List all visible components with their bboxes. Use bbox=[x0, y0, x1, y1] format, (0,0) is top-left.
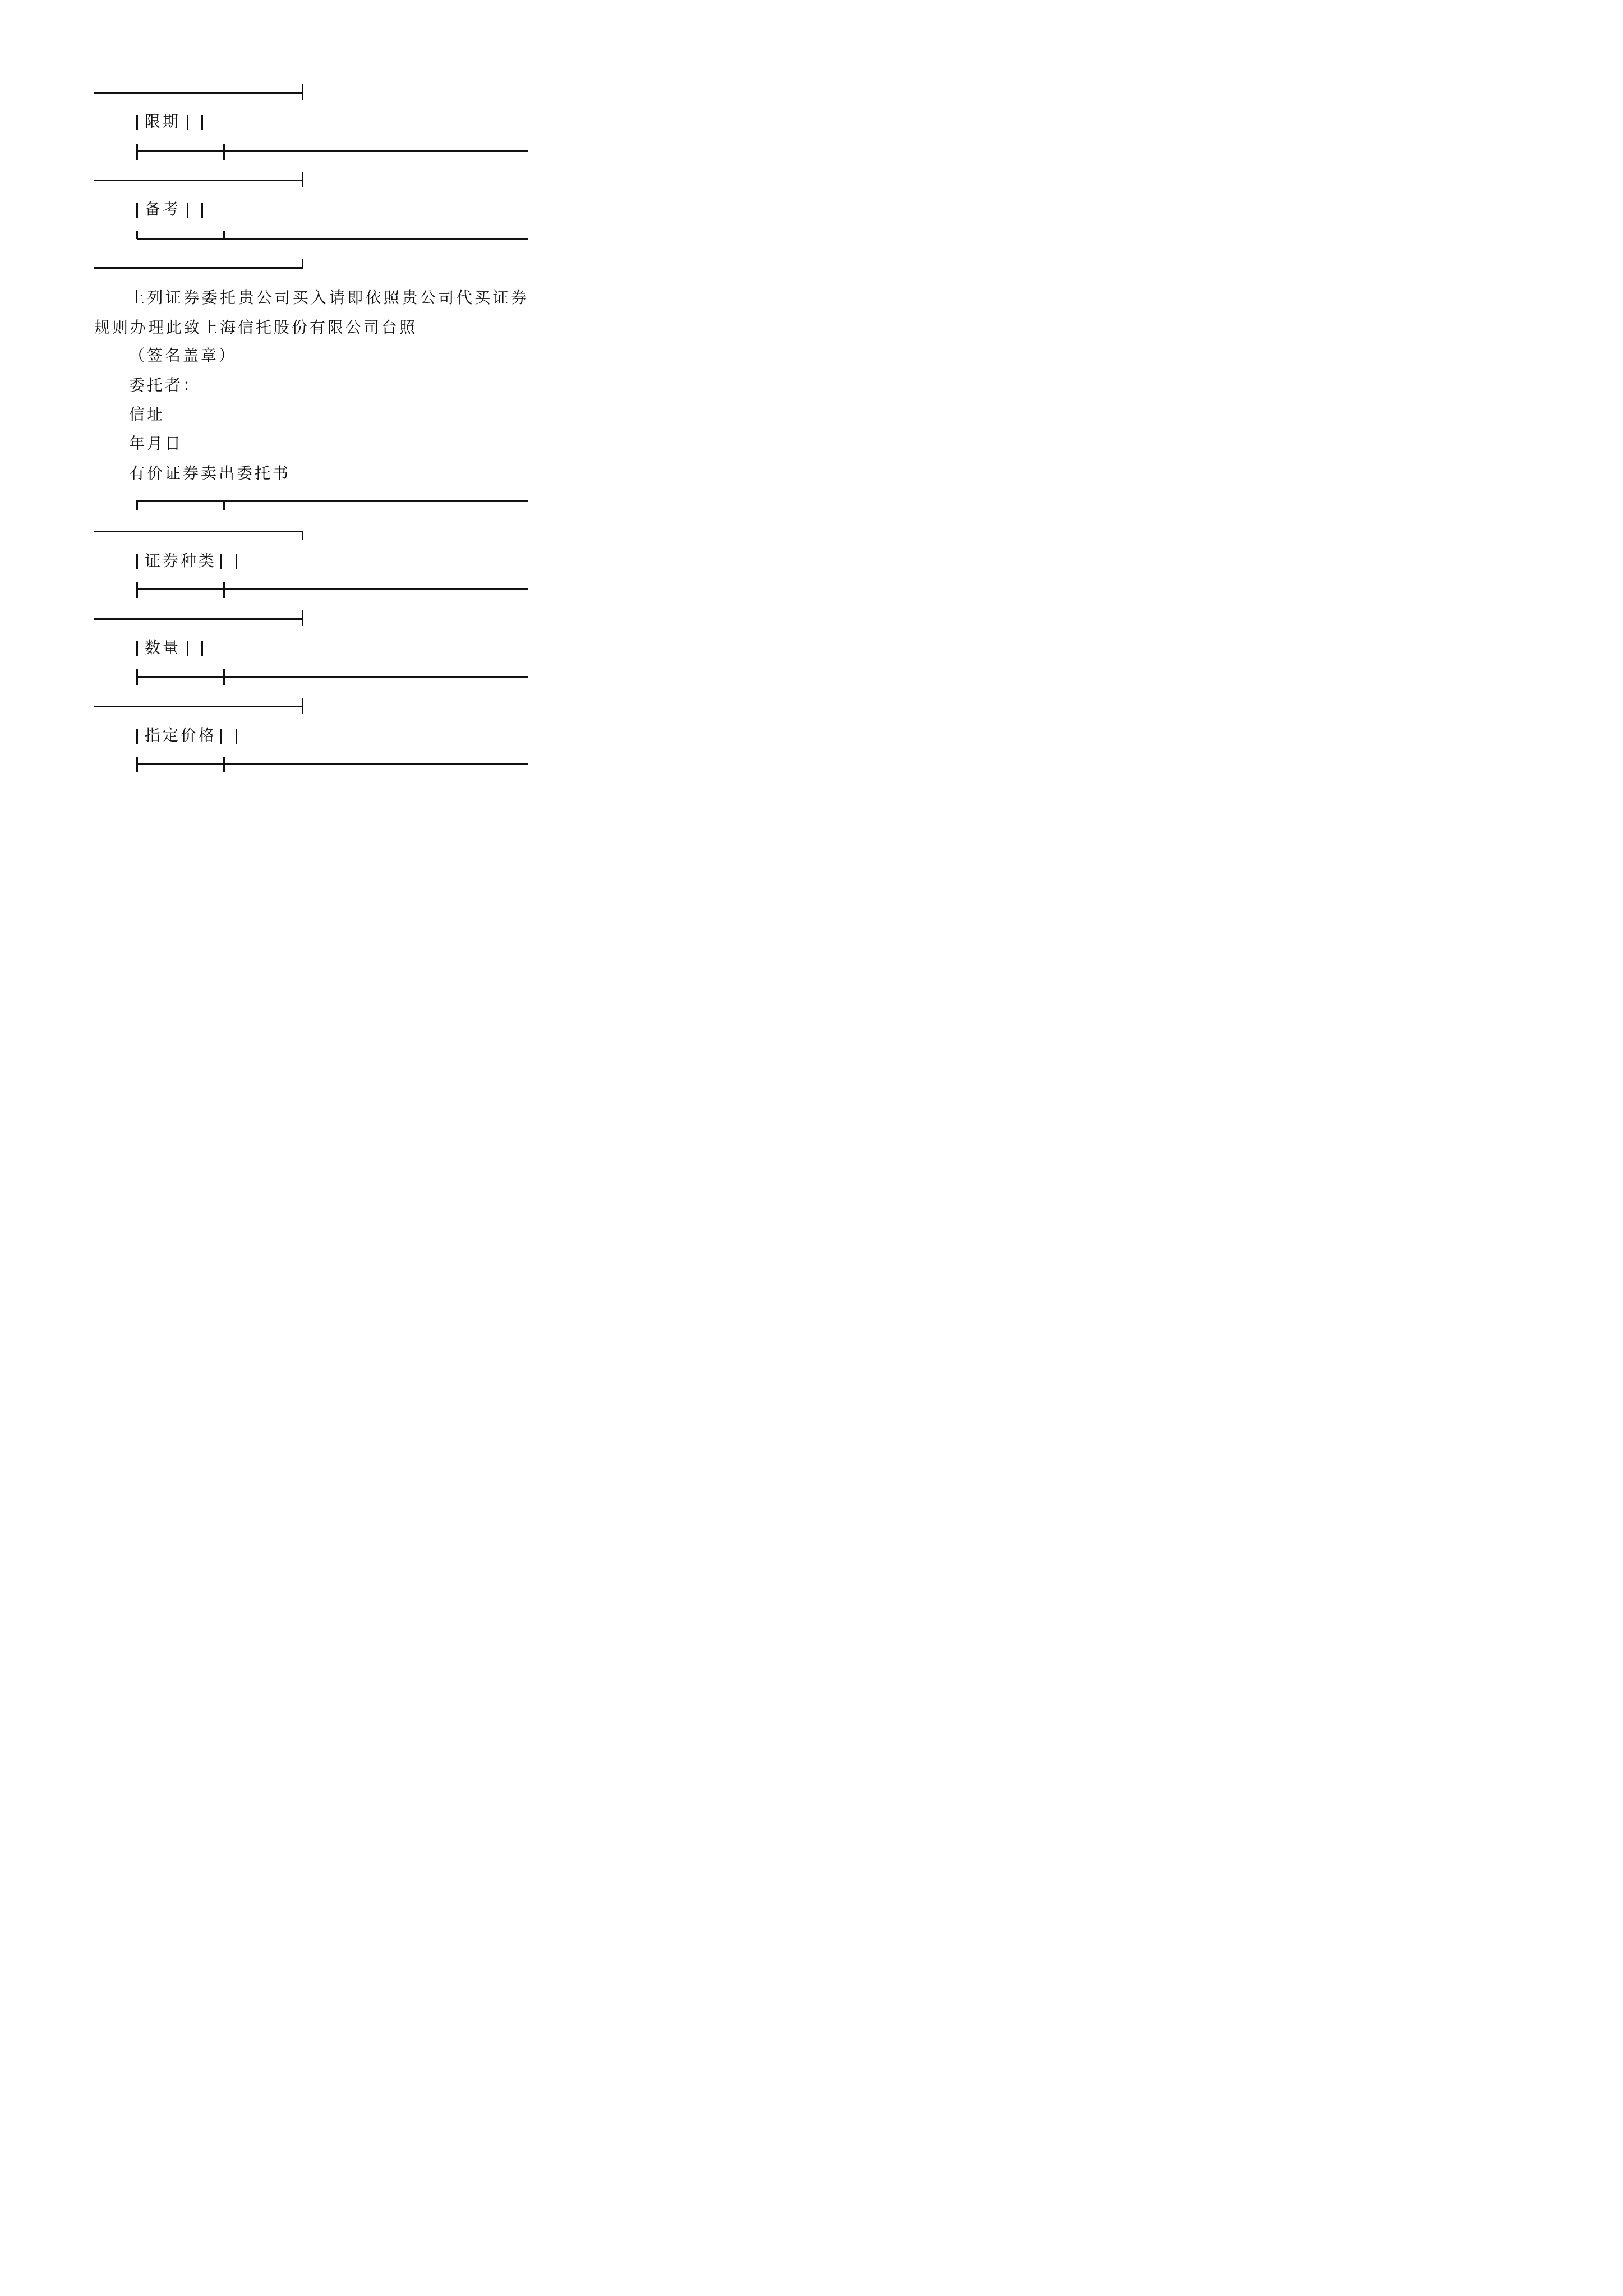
table-border-line bbox=[94, 180, 303, 181]
table-border-line bbox=[94, 618, 303, 620]
table-border-line bbox=[94, 267, 303, 269]
body-paragraph: 上列证券委托贵公司买入请即依照贵公司代买证券规则办理此致上海信托股份有限公司台照 bbox=[94, 288, 529, 337]
table-border-line bbox=[94, 531, 303, 532]
table-border-tick bbox=[302, 84, 303, 100]
table-border-tick bbox=[302, 259, 303, 268]
client-label: 委托者： bbox=[129, 376, 201, 394]
row-divider-bar bbox=[220, 729, 222, 744]
sell-form-title: 有价证券卖出委托书 bbox=[129, 464, 291, 482]
row-divider-bar bbox=[187, 641, 188, 656]
row-label: 备考 bbox=[145, 200, 181, 218]
signature-note: （签名盖章） bbox=[129, 346, 237, 365]
row-divider-bar bbox=[187, 115, 188, 130]
row-right-bar bbox=[201, 115, 203, 130]
date-label: 年月日 bbox=[129, 434, 183, 453]
table-border-tick bbox=[302, 172, 303, 187]
row-left-bar bbox=[136, 203, 138, 218]
row-right-bar bbox=[201, 641, 203, 656]
row-label: 数量 bbox=[145, 638, 181, 657]
row-left-bar bbox=[136, 115, 138, 130]
row-right-bar bbox=[201, 203, 203, 218]
row-left-bar bbox=[136, 729, 138, 744]
row-left-bar bbox=[136, 554, 138, 569]
row-label: 指定价格 bbox=[145, 726, 217, 744]
row-label: 限期 bbox=[145, 112, 181, 131]
row-right-bar bbox=[236, 554, 237, 569]
address-label: 信址 bbox=[129, 405, 165, 424]
row-divider-bar bbox=[187, 203, 188, 218]
table-border-line bbox=[94, 706, 303, 707]
row-right-bar bbox=[236, 729, 237, 744]
table-border-tick bbox=[302, 531, 303, 540]
table-border-tick bbox=[302, 610, 303, 626]
table-border-tick bbox=[302, 698, 303, 714]
row-divider-bar bbox=[220, 554, 222, 569]
row-left-bar bbox=[136, 641, 138, 656]
table-border-line bbox=[94, 92, 303, 94]
row-label: 证券种类 bbox=[145, 551, 217, 570]
